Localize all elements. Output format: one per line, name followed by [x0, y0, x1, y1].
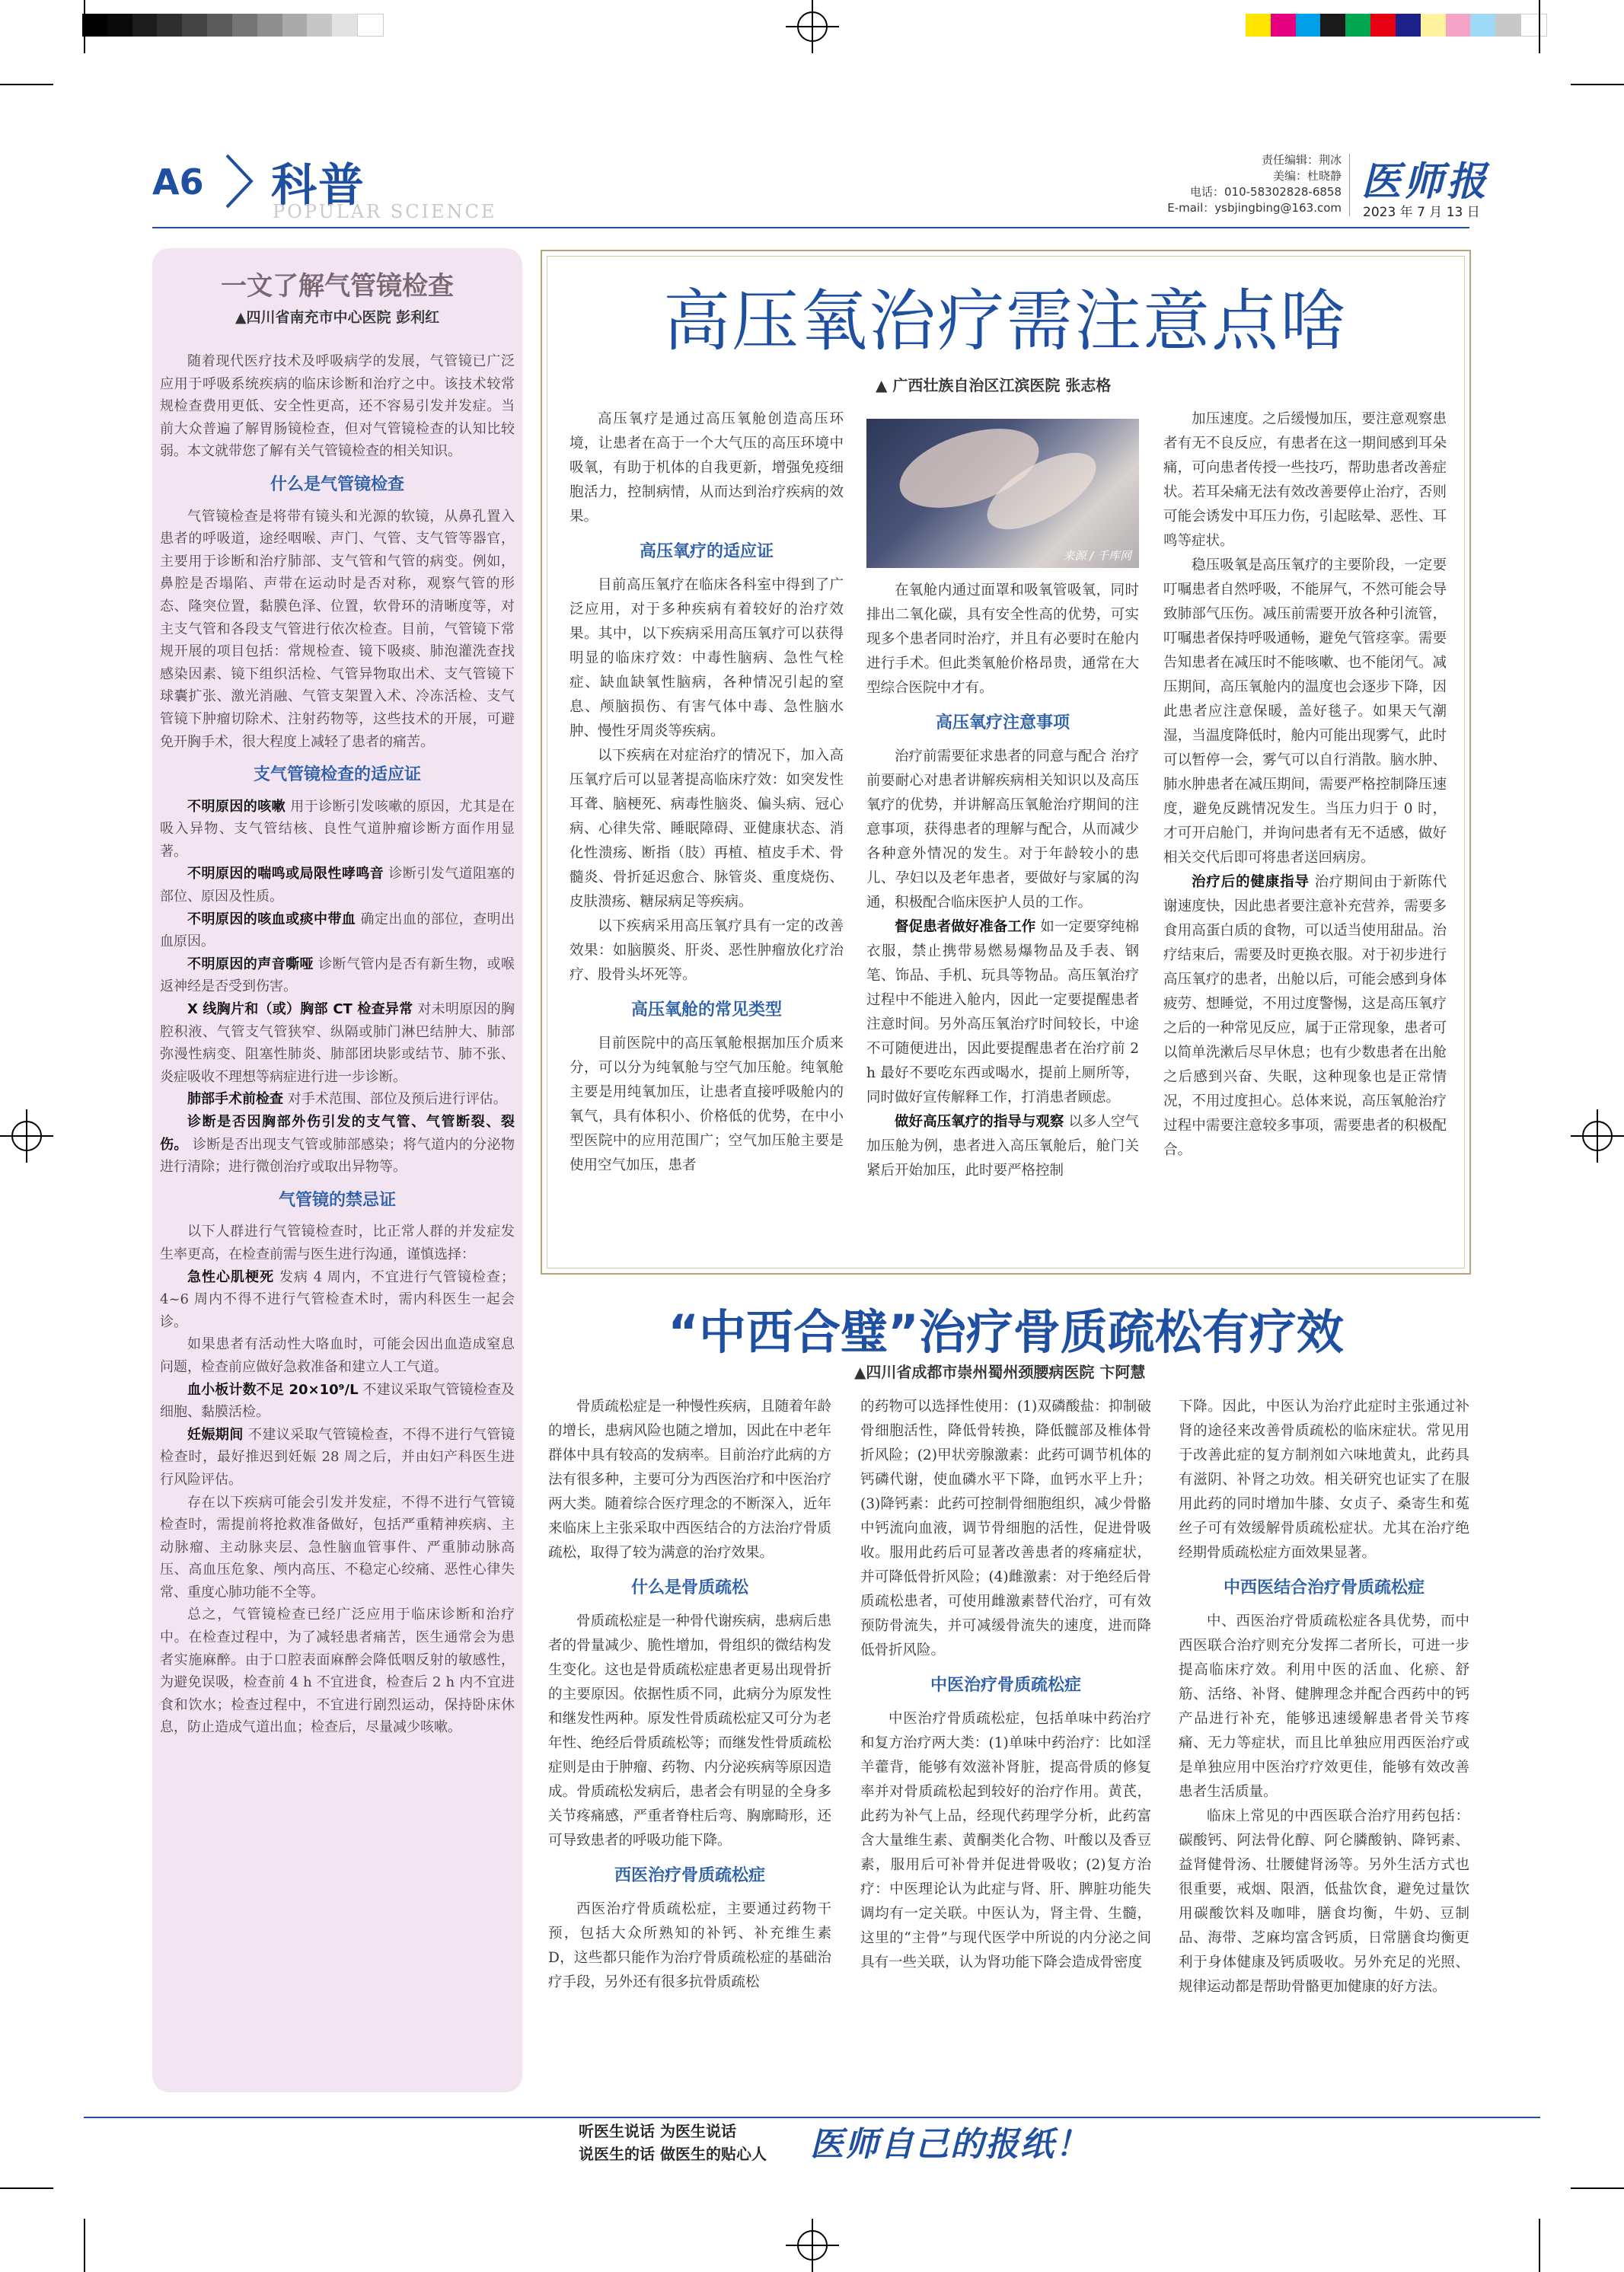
article1-byline: ▲ 广西壮族自治区江滨医院 张志格 — [876, 376, 1112, 394]
sidebar-item-keyword: 血小板计数不足 20×10⁹/L — [187, 1381, 359, 1398]
sidebar-item-text: 诊断引发气道阻塞的部位、原因及性质。 — [160, 866, 515, 905]
chevron-right-icon — [222, 151, 257, 212]
footer-line: 说医生的话 做医生的贴心人 — [579, 2145, 767, 2163]
paragraph: 以下疾病在对症治疗的情况下，加入高压氧疗后可以显著提高临床疗效：如突发性耳聋、脑梗死、病毒性脑炎、偏头病、冠心病、心律失常、睡眠障碍、亚健康状态、消化性溃疡、断指（肢）再植、植皮手术、骨髓炎、骨折延迟愈合、脉管炎、重度烧伤、皮肤溃疡、糖尿病足等疾病。 — [570, 748, 844, 910]
paragraph-text: 如一定要穿纯棉衣服，禁止携带易燃易爆物品及手表、钢笔、饰品、手机、玩具等物品。高压氧治疗过程中不能进入舱内，因此一定要提醒患者注意时间。另外高压氧治疗时间较长，中途不可随便进出，因此要提醒患者在治疗前 2 h 最好不要吃东西或喝水，提前上厕所等，同时做好宣传解释工作，打消患者顾虑。 — [866, 919, 1139, 1106]
sidebar-item-text: 如果患者有活动性大咯血时，可能会因出血造成窒息问题，检查前应做好急救准备和建立人工气道。 — [160, 1336, 515, 1375]
paragraph: 骨质疏松症是一种骨代谢疾病，患病后患者的骨量减少、脆性增加，骨组织的微结构发生变化。这也是骨质疏松症患者更易出现骨折的主要原因。依据性质不同，此病分为原发性和继发性两种。原发性骨质疏松症又可分为老年性、绝经后骨质疏松等；而继发性骨质疏松症则是由于肿瘤、药物、内分泌疾病等原因造成。骨质疏松发病后，患者会有明显的全身多关节疼痛感，严重者脊柱后弯、胸廓畸形，还可导致患者的呼吸功能下降。 — [548, 1613, 831, 1849]
subheading: 中西医结合治疗骨质疏松症 — [1223, 1578, 1425, 1597]
sidebar-item — [160, 863, 515, 908]
sidebar-item — [160, 998, 515, 1088]
header-rule — [152, 227, 1469, 228]
paragraph — [866, 915, 1139, 1110]
crop-mark — [84, 2219, 85, 2272]
article2-column — [860, 1395, 1151, 1975]
sidebar-item-text: 对未明原因的胸腔积液、气管支气管狭窄、纵隔或肺门淋巴结肿大、肺部弥漫性病变、阻塞性肺炎、肺部团块影或结节、肺不张、炎症吸收不理想等病症进行进一步诊断。 — [160, 1001, 515, 1085]
footer-slogan: 医师自己的报纸！ — [810, 2125, 1090, 2164]
footer-motto — [579, 2120, 767, 2165]
paragraph: 中医治疗骨质疏松症，包括单味中药治疗和复方治疗两大类：(1)单味中药治疗：比如淫羊藿背，能够有效滋补肾脏，提高骨质的修复率并对骨质疏松起到较好的治疗作用。黄芪，此药为补气上品，经现代药理学分析，此药富含大量维生素、黄酮类化合物、叶酸以及香豆素，服用后可补骨并促进骨吸收；(2)复方治疗：中医理论认为此症与肾、肝、脾脏功能失调均有一定关联。中医认为，肾主骨、生髓，这里的“主骨”与现代医学中所说的内分泌之间具有一些关联，认为肾功能下降会造成骨密度 — [860, 1711, 1151, 1970]
sidebar-item — [160, 953, 515, 998]
sidebar-item-keyword: 不明原因的声音嘶哑 — [187, 956, 314, 972]
sidebar-paragraph: 存在以下疾病可能会引发并发症，不得不进行气管镜检查时，需提前将抢救准备做好，包括严重精神疾病、主动脉瘤、主动脉夹层、急性脑血管事件、严重肺动脉高压、高血压危象、颅内高压、不稳定心绞痛、恶性心律失常、重度心肺功能不全等。 — [160, 1494, 515, 1600]
article1-photo — [866, 419, 1139, 568]
sidebar-heading: 支气管镜检查的适应证 — [253, 765, 421, 785]
sidebar-item-text: 诊断是否出现支气管或肺部感染；将气道内的分泌物进行清除；进行微创治疗或取出异物等。 — [160, 1136, 515, 1176]
crop-mark — [1571, 84, 1624, 85]
registration-mark-top — [786, 0, 839, 53]
section-title: 科普 — [271, 159, 365, 212]
paragraph-keyword: 督促患者做好准备工作 — [895, 919, 1036, 935]
footer-line: 听医生说话 为医生说话 — [579, 2122, 736, 2140]
paragraph: 治疗前需要征求患者的同意与配合 治疗前要耐心对患者讲解疾病相关知识以及高压氧疗的优势，并讲解高压氧舱治疗期间的注意事项，获得患者的理解与配合，从而减少各种意外情况的发生。对于年龄较小的患儿、孕妇以及老年患者，要做好与家属的沟通，积极配合临床医护人员的工作。 — [866, 748, 1139, 911]
crop-mark — [0, 2187, 53, 2189]
paragraph: 的药物可以选择性使用：(1)双磷酸盐：抑制破骨细胞活性，降低骨转换，降低髋部及椎体骨折风险；(2)甲状旁腺激素：此药可调节机体的钙磷代谢，使血磷水平下降，血钙水平上升；(3)降钙素：此药可控制骨细胞组织，减少骨骼中钙流向血液，调节骨细胞的活性，促进骨吸收。服用此药后可显著改善患者的疼痛症状，并可降低骨折风险；(4)雌激素：对于绝经后骨质疏松患者，可使用雌激素替代治疗，可有效预防骨流失，并可减缓骨流失的速度，进而降低骨折风险。 — [860, 1399, 1151, 1658]
subheading: 什么是骨质疏松 — [630, 1578, 748, 1597]
article2-column — [1179, 1395, 1469, 1999]
sidebar-item-text: 对手术范围、部位及预后进行评估。 — [287, 1091, 507, 1108]
header-divider — [1349, 154, 1350, 216]
paragraph-text: 以多人空气加压舱为例，患者进入高压氧舱后，舱门关紧后开始加压，此时要严格控制 — [866, 1114, 1139, 1179]
crop-mark — [0, 84, 53, 85]
paragraph: 目前医院中的高压氧舱根据加压介质来分，可以分为纯氧舱与空气加压舱。纯氧舱主要是用纯氧加压，让患者直接呼吸舱内的氧气，具有体积小、价格低的优势，在中小型医院中的应用范围广；空气加压舱主要是使用空气加压，患者 — [570, 1035, 844, 1173]
issue-date: 2023 年 7 月 13 日 — [1363, 205, 1480, 220]
sidebar-item — [160, 1333, 515, 1378]
sidebar-item-text: 用于诊断引发咳嗽的原因，尤其是在吸入异物、支气管结核、良性气道肿瘤诊断方面作用显著。 — [160, 798, 515, 860]
sidebar-byline: ▲四川省南充市中心医院 彭利红 — [235, 309, 440, 326]
paragraph: 在氧舱内通过面罩和吸氧管吸氧，同时排出二氧化碳，具有安全性高的优势，可实现多个患者同时治疗，并且有必要时在舱内进行手术。但此类氧舱价格昂贵，通常在大型综合医院中才有。 — [866, 582, 1139, 696]
registration-mark-bottom — [786, 2219, 839, 2272]
sidebar-item-keyword: 不明原因的咳血或痰中带血 — [187, 911, 356, 927]
sidebar-item — [160, 1266, 515, 1334]
masthead-logo: 医师报 — [1361, 158, 1490, 205]
subheading: 中医治疗骨质疏松症 — [930, 1676, 1081, 1695]
paragraph: 临床上常见的中西医联合治疗用药包括：碳酸钙、阿法骨化醇、阿仑膦酸钠、降钙素、益肾健骨汤、壮腰健肾汤等。另外生活方式也很重要，戒烟、限酒，低盐饮食，避免过量饮用碳酸饮料及咖啡，膳食均衡，牛奶、豆制品、海带、芝麻均富含钙质，日常膳食均衡更利于身体健康及钙质吸收。另外充足的光照、规律运动都是帮助骨骼更加健康的好方法。 — [1179, 1808, 1469, 1995]
sidebar-item — [160, 796, 515, 863]
article2-title: “中西合璧”治疗骨质疏松有疗效 — [668, 1304, 1344, 1360]
article1-column — [1163, 407, 1447, 1163]
subheading: 高压氧舱的常见类型 — [630, 1000, 782, 1020]
editor: 责任编辑：荆冰 — [1261, 153, 1342, 167]
subheading: 高压氧疗的适应证 — [639, 542, 774, 561]
paragraph: 加压速度。之后缓慢加压，要注意观察患者有无不良反应，有患者在这一期间感到耳朵痛，可向患者传授一些技巧，帮助患者改善症状。若耳朵痛无法有效改善要停止治疗，否则可能会诱发中耳压力伤，引起眩晕、恶性、耳鸣等症状。 — [1163, 411, 1447, 549]
registration-mark-right — [1571, 1109, 1624, 1163]
article1-column — [570, 407, 844, 1178]
sidebar-item-keyword: 肺部手术前检查 — [187, 1091, 283, 1108]
paragraph: 稳压吸氧是高压氧疗的主要阶段，一定要叮嘱患者自然呼吸，不能屏气，不然可能会导致肺部气压伤。减压前需要开放各种引流管，叮嘱患者保持呼吸通畅，避免气管痉挛。需要告知患者在减压时不能咳嗽、也不能闭气。减压期间，高压氧舱内的温度也会逐步下降，因此患者应注意保暖，盖好毯子。如果天气潮湿，当温度降低时，舱内可能出现雾气，此时可以暂停一会，雾气可以自行消散。脑水肿、肺水肿患者在减压期间，需要严格控制降压速度，避免反跳情况发生。当压力归于 0 时，才可开启舱门，并询问患者有无不适感，做好相关交代后即可将患者送回病房。 — [1163, 557, 1447, 866]
sidebar-item-keyword: 妊娠期间 — [187, 1426, 244, 1443]
sidebar-item-keyword: 诊断是否因胸部外伤引发的支气管、气管断裂、裂伤。 — [160, 1114, 515, 1153]
sidebar-item-text: 确定出血的部位，查明出血原因。 — [160, 911, 515, 950]
registration-mark-left — [0, 1109, 53, 1163]
paragraph: 骨质疏松症是一种慢性疾病，且随着年龄的增长，患病风险也随之增加，因此在中老年群体中具有较高的发病率。目前治疗此病的方法有很多种，主要可分为西医治疗和中医治疗两大类。随着综合医疗理念的不断深入，近年来临床上主张采取中西医结合的方法治疗骨质疏松，取得了较为满意的治疗效果。 — [548, 1399, 831, 1561]
sidebar-item-keyword: 不明原因的喘鸣或局限性哮鸣音 — [187, 866, 384, 882]
sidebar-item-text: 发病 4 周内，不宜进行气管镜检查；4~6 周内不得不进行气管检查术时，需内科医生一起会诊。 — [160, 1268, 515, 1330]
sidebar-item-text: 不建议采取气管镜检查及细胞、黏膜活检。 — [160, 1381, 515, 1421]
paragraph — [866, 1110, 1139, 1183]
sidebar-paragraph: 气管镜检查是将带有镜头和光源的软镜，从鼻孔置入患者的呼吸道，途经咽喉、声门、气管、支气管等器官，主要用于诊断和治疗肺部、支气管和气管的病变。例如，鼻腔是否塌陷、声带在运动时是否对称，观察气管的形态、隆突位置，黏膜色泽、位置，软骨环的清晰度等，对主支气管和各段支气管进行依次检查。目前，气管镜下常规开展的项目包括：常规检查、镜下吸痰、肺泡灌洗查找感染因素、镜下组织活检、气管异物取出术、支气管镜下球囊扩张、激光消融、气管支架置入术、冷冻活检、支气管镜下肿瘤切除术、注射药物等，这些技术的开展，可避免开胸手术，很大程度上减轻了患者的痛苦。 — [160, 508, 515, 750]
sidebar-item-text: 诊断气管内是否有新生物，或喉返神经是否受到伤害。 — [160, 956, 515, 995]
sidebar-item — [160, 1379, 515, 1424]
sidebar-body — [160, 350, 515, 1739]
article1-title: 高压氧治疗需注意点啥 — [662, 282, 1348, 360]
sidebar-item-keyword: 急性心肌梗死 — [187, 1268, 275, 1285]
sidebar-item — [160, 1111, 515, 1179]
crop-mark — [1539, 0, 1540, 53]
article2-byline: ▲四川省成都市崇州蜀州颈腰病医院 卞阿慧 — [854, 1363, 1146, 1381]
photo-credit: 来源 / 千库网 — [1063, 549, 1131, 563]
phone: 电话：010-58302828-6858 — [1190, 185, 1342, 199]
color-strip — [1246, 14, 1547, 37]
sidebar-item-keyword: X 线胸片和（或）胸部 CT 检查异常 — [187, 1001, 413, 1018]
sidebar-title: 一文了解气管镜检查 — [221, 271, 454, 302]
section-english: POPULAR SCIENCE — [273, 201, 497, 222]
art-editor: 美编：杜晓静 — [1272, 169, 1342, 183]
paragraph-text: 治疗期间由于新陈代谢速度快，因此患者要注意补充营养，需要多食用高蛋白质的食物，可以适当使用甜品。治疗结束后，需要及时更换衣服。对于初步进行高压氧疗的患者，出舱以后，可能会感到身体疲劳、想睡觉，不用过度警惕，这是高压氧疗之后的一种常见反应，属于正常现象，患者可以简单洗漱后尽早休息；也有少数患者在出舱之后感到兴奋、失眠，这种现象也是正常情况，不用过度担心。总体来说，高压氧舱治疗过程中需要注意较多事项，需要患者的积极配合。 — [1163, 874, 1447, 1158]
paragraph: 西医治疗骨质疏松症，主要通过药物干预，包括大众所熟知的补钙、补充维生素 D，这些都只能作为治疗骨质疏松症的基础治疗手段，另外还有很多抗骨质疏松 — [548, 1901, 831, 1990]
subheading: 高压氧疗注意事项 — [935, 713, 1070, 732]
sidebar-item-text: 不建议采取气管镜检查，不得不进行气管镜检查时，最好推迟到妊娠 28 周之后，并由妇产科医生进行风险评估。 — [160, 1426, 515, 1488]
paragraph-keyword: 做好高压氧疗的指导与观察 — [895, 1114, 1064, 1130]
sidebar-item — [160, 1424, 515, 1492]
sidebar-paragraph: 总之，气管镜检查已经广泛应用于临床诊断和治疗中。在检查过程中，为了减轻患者痛苦，医生通常会为患者实施麻醉。由于口腔表面麻醉会降低咽反射的敏感性，为避免误吸，检查前 4 h 不宜进食，检查后 2 h 内不宜进食和饮水；检查过程中，不宜进行剧烈运动，保持卧床休息，防止造成气道出血；检查后，尽量减少咳嗽。 — [160, 1607, 515, 1736]
sidebar-heading: 气管镜的禁忌证 — [278, 1190, 396, 1210]
article1-column — [866, 579, 1139, 1183]
article2-column — [548, 1395, 831, 1995]
sidebar-item — [160, 908, 515, 953]
paragraph: 中、西医治疗骨质疏松症各具优势，而中西医联合治疗则充分发挥二者所长，可进一步提高临床疗效。利用中医的活血、化瘀、舒筋、活络、补肾、健脾理念并配合西药中的钙产品进行补充，能够迅速缓解患者骨关节疼痛、无力等症状，而且比单独应用西医治疗或是单独应用中医治疗疗效更佳，能够有效改善患者生活质量。 — [1179, 1613, 1469, 1800]
editor-info — [1142, 152, 1342, 216]
email: E-mail：ysbjingbing@163.com — [1167, 201, 1342, 215]
crop-mark — [84, 0, 85, 53]
paragraph — [1163, 870, 1447, 1163]
paragraph: 高压氧疗是通过高压氧舱创造高压环境，让患者在高于一个大气压的高压环境中吸氧，有助于机体的自我更新，增强免疫细胞活力，控制病情，从而达到治疗疾病的效果。 — [570, 411, 844, 525]
crop-mark — [1571, 2187, 1624, 2189]
sidebar-paragraph: 以下人群进行气管镜检查时，比正常人群的并发症发生率更高，在检查前需与医生进行沟通，谨慎选择： — [160, 1224, 515, 1262]
sidebar-item-keyword: 不明原因的咳嗽 — [187, 798, 286, 815]
page-number: A6 — [152, 161, 204, 203]
paragraph: 下降。因此，中医认为治疗此症时主张通过补肾的途径来改善骨质疏松的临床症状。常见用于改善此症的复方制剂如六味地黄丸，此药具有滋阴、补肾之功效。相关研究也证实了在服用此药的同时增加牛膝、女贞子、桑寄生和菟丝子可有效缓解骨质疏松症状。尤其在治疗绝经期骨质疏松症方面效果显著。 — [1179, 1399, 1469, 1561]
sidebar-item — [160, 1088, 515, 1111]
paragraph-keyword: 治疗后的健康指导 — [1192, 874, 1310, 890]
sidebar-heading: 什么是气管镜检查 — [270, 474, 404, 494]
paragraph: 以下疾病采用高压氧疗具有一定的改善效果：如脑膜炎、肝炎、恶性肿瘤放化疗治疗、股骨头坏死等。 — [570, 918, 844, 983]
grayscale-strip — [82, 14, 384, 37]
crop-mark — [1539, 2219, 1540, 2272]
subheading: 西医治疗骨质疏松症 — [614, 1866, 765, 1885]
paragraph: 目前高压氧疗在临床各科室中得到了广泛应用，对于多种疾病有着较好的治疗效果。其中，以下疾病采用高压氧疗可以获得明显的临床疗效：中毒性脑病、急性气栓症、缺血缺氧性脑病，各种情况引起的窒息、颅脑损伤、有害气体中毒、急性脑水肿、慢性牙周炎等疾病。 — [570, 577, 844, 739]
sidebar-intro: 随着现代医疗技术及呼吸病学的发展，气管镜已广泛应用于呼吸系统疾病的临床诊断和治疗之中。该技术较常规检查费用更低、安全性更高，还不容易引发并发症。当前大众普遍了解胃肠镜检查，但对气管镜检查的认知比较弱。本文就带您了解有关气管镜检查的相关知识。 — [160, 353, 515, 460]
